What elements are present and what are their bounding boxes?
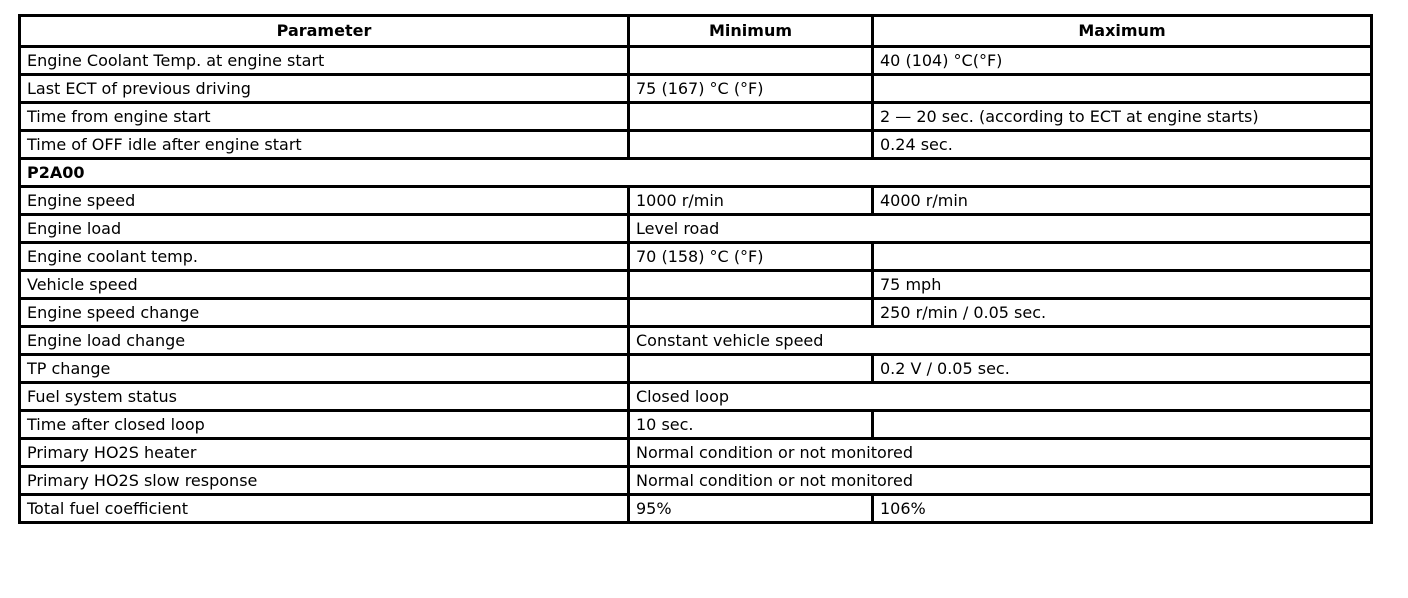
span-cell: Closed loop: [629, 383, 1372, 411]
maximum-cell: 0.24 sec.: [873, 131, 1372, 159]
parameter-cell: Engine load change: [20, 327, 629, 355]
table-row: [20, 327, 1372, 355]
parameter-cell: Vehicle speed: [20, 271, 629, 299]
maximum-cell: 75 mph: [873, 271, 1372, 299]
parameter-cell: Engine speed: [20, 187, 629, 215]
maximum-cell: [873, 243, 1372, 271]
table-row: [20, 495, 1372, 523]
table-row: [20, 467, 1372, 495]
maximum-cell: [873, 411, 1372, 439]
minimum-cell: [629, 355, 873, 383]
table-row: [20, 271, 1372, 299]
header-minimum: Minimum: [629, 16, 873, 47]
parameter-cell: Primary HO2S heater: [20, 439, 629, 467]
parameter-cell: Engine load: [20, 215, 629, 243]
table-row: [20, 299, 1372, 327]
table-row: [20, 243, 1372, 271]
table-row: [20, 131, 1372, 159]
table-row: [20, 215, 1372, 243]
table-row: [20, 355, 1372, 383]
parameter-cell: Time from engine start: [20, 103, 629, 131]
minimum-cell: 95%: [629, 495, 873, 523]
span-cell: Constant vehicle speed: [629, 327, 1372, 355]
table-row: [20, 103, 1372, 131]
span-cell: Normal condition or not monitored: [629, 439, 1372, 467]
span-cell: Normal condition or not monitored: [629, 467, 1372, 495]
parameter-cell: Time of OFF idle after engine start: [20, 131, 629, 159]
table-row: [20, 47, 1372, 75]
header-row: [20, 16, 1372, 47]
minimum-cell: 1000 r/min: [629, 187, 873, 215]
minimum-cell: [629, 131, 873, 159]
header-parameter: Parameter: [20, 16, 629, 47]
minimum-cell: [629, 271, 873, 299]
parameter-cell: TP change: [20, 355, 629, 383]
minimum-cell: [629, 47, 873, 75]
minimum-cell: 70 (158) °C (°F): [629, 243, 873, 271]
parameter-table: [18, 14, 1373, 524]
parameter-cell: Engine speed change: [20, 299, 629, 327]
table-row: [20, 383, 1372, 411]
section-label: P2A00: [20, 159, 1372, 187]
table-row: [20, 75, 1372, 103]
parameter-cell: Fuel system status: [20, 383, 629, 411]
maximum-cell: 250 r/min / 0.05 sec.: [873, 299, 1372, 327]
maximum-cell: 106%: [873, 495, 1372, 523]
minimum-cell: 75 (167) °C (°F): [629, 75, 873, 103]
maximum-cell: [873, 75, 1372, 103]
parameter-cell: Primary HO2S slow response: [20, 467, 629, 495]
minimum-cell: 10 sec.: [629, 411, 873, 439]
header-maximum: Maximum: [873, 16, 1372, 47]
section-row: [20, 159, 1372, 187]
parameter-cell: Time after closed loop: [20, 411, 629, 439]
table-row: [20, 411, 1372, 439]
table-row: [20, 439, 1372, 467]
parameter-cell: Total fuel coefficient: [20, 495, 629, 523]
maximum-cell: 4000 r/min: [873, 187, 1372, 215]
span-cell: Level road: [629, 215, 1372, 243]
parameter-cell: Last ECT of previous driving: [20, 75, 629, 103]
parameter-cell: Engine coolant temp.: [20, 243, 629, 271]
minimum-cell: [629, 299, 873, 327]
maximum-cell: 2 — 20 sec. (according to ECT at engine starts): [873, 103, 1372, 131]
parameter-cell: Engine Coolant Temp. at engine start: [20, 47, 629, 75]
maximum-cell: 40 (104) °C(°F): [873, 47, 1372, 75]
maximum-cell: 0.2 V / 0.05 sec.: [873, 355, 1372, 383]
minimum-cell: [629, 103, 873, 131]
table-row: [20, 187, 1372, 215]
